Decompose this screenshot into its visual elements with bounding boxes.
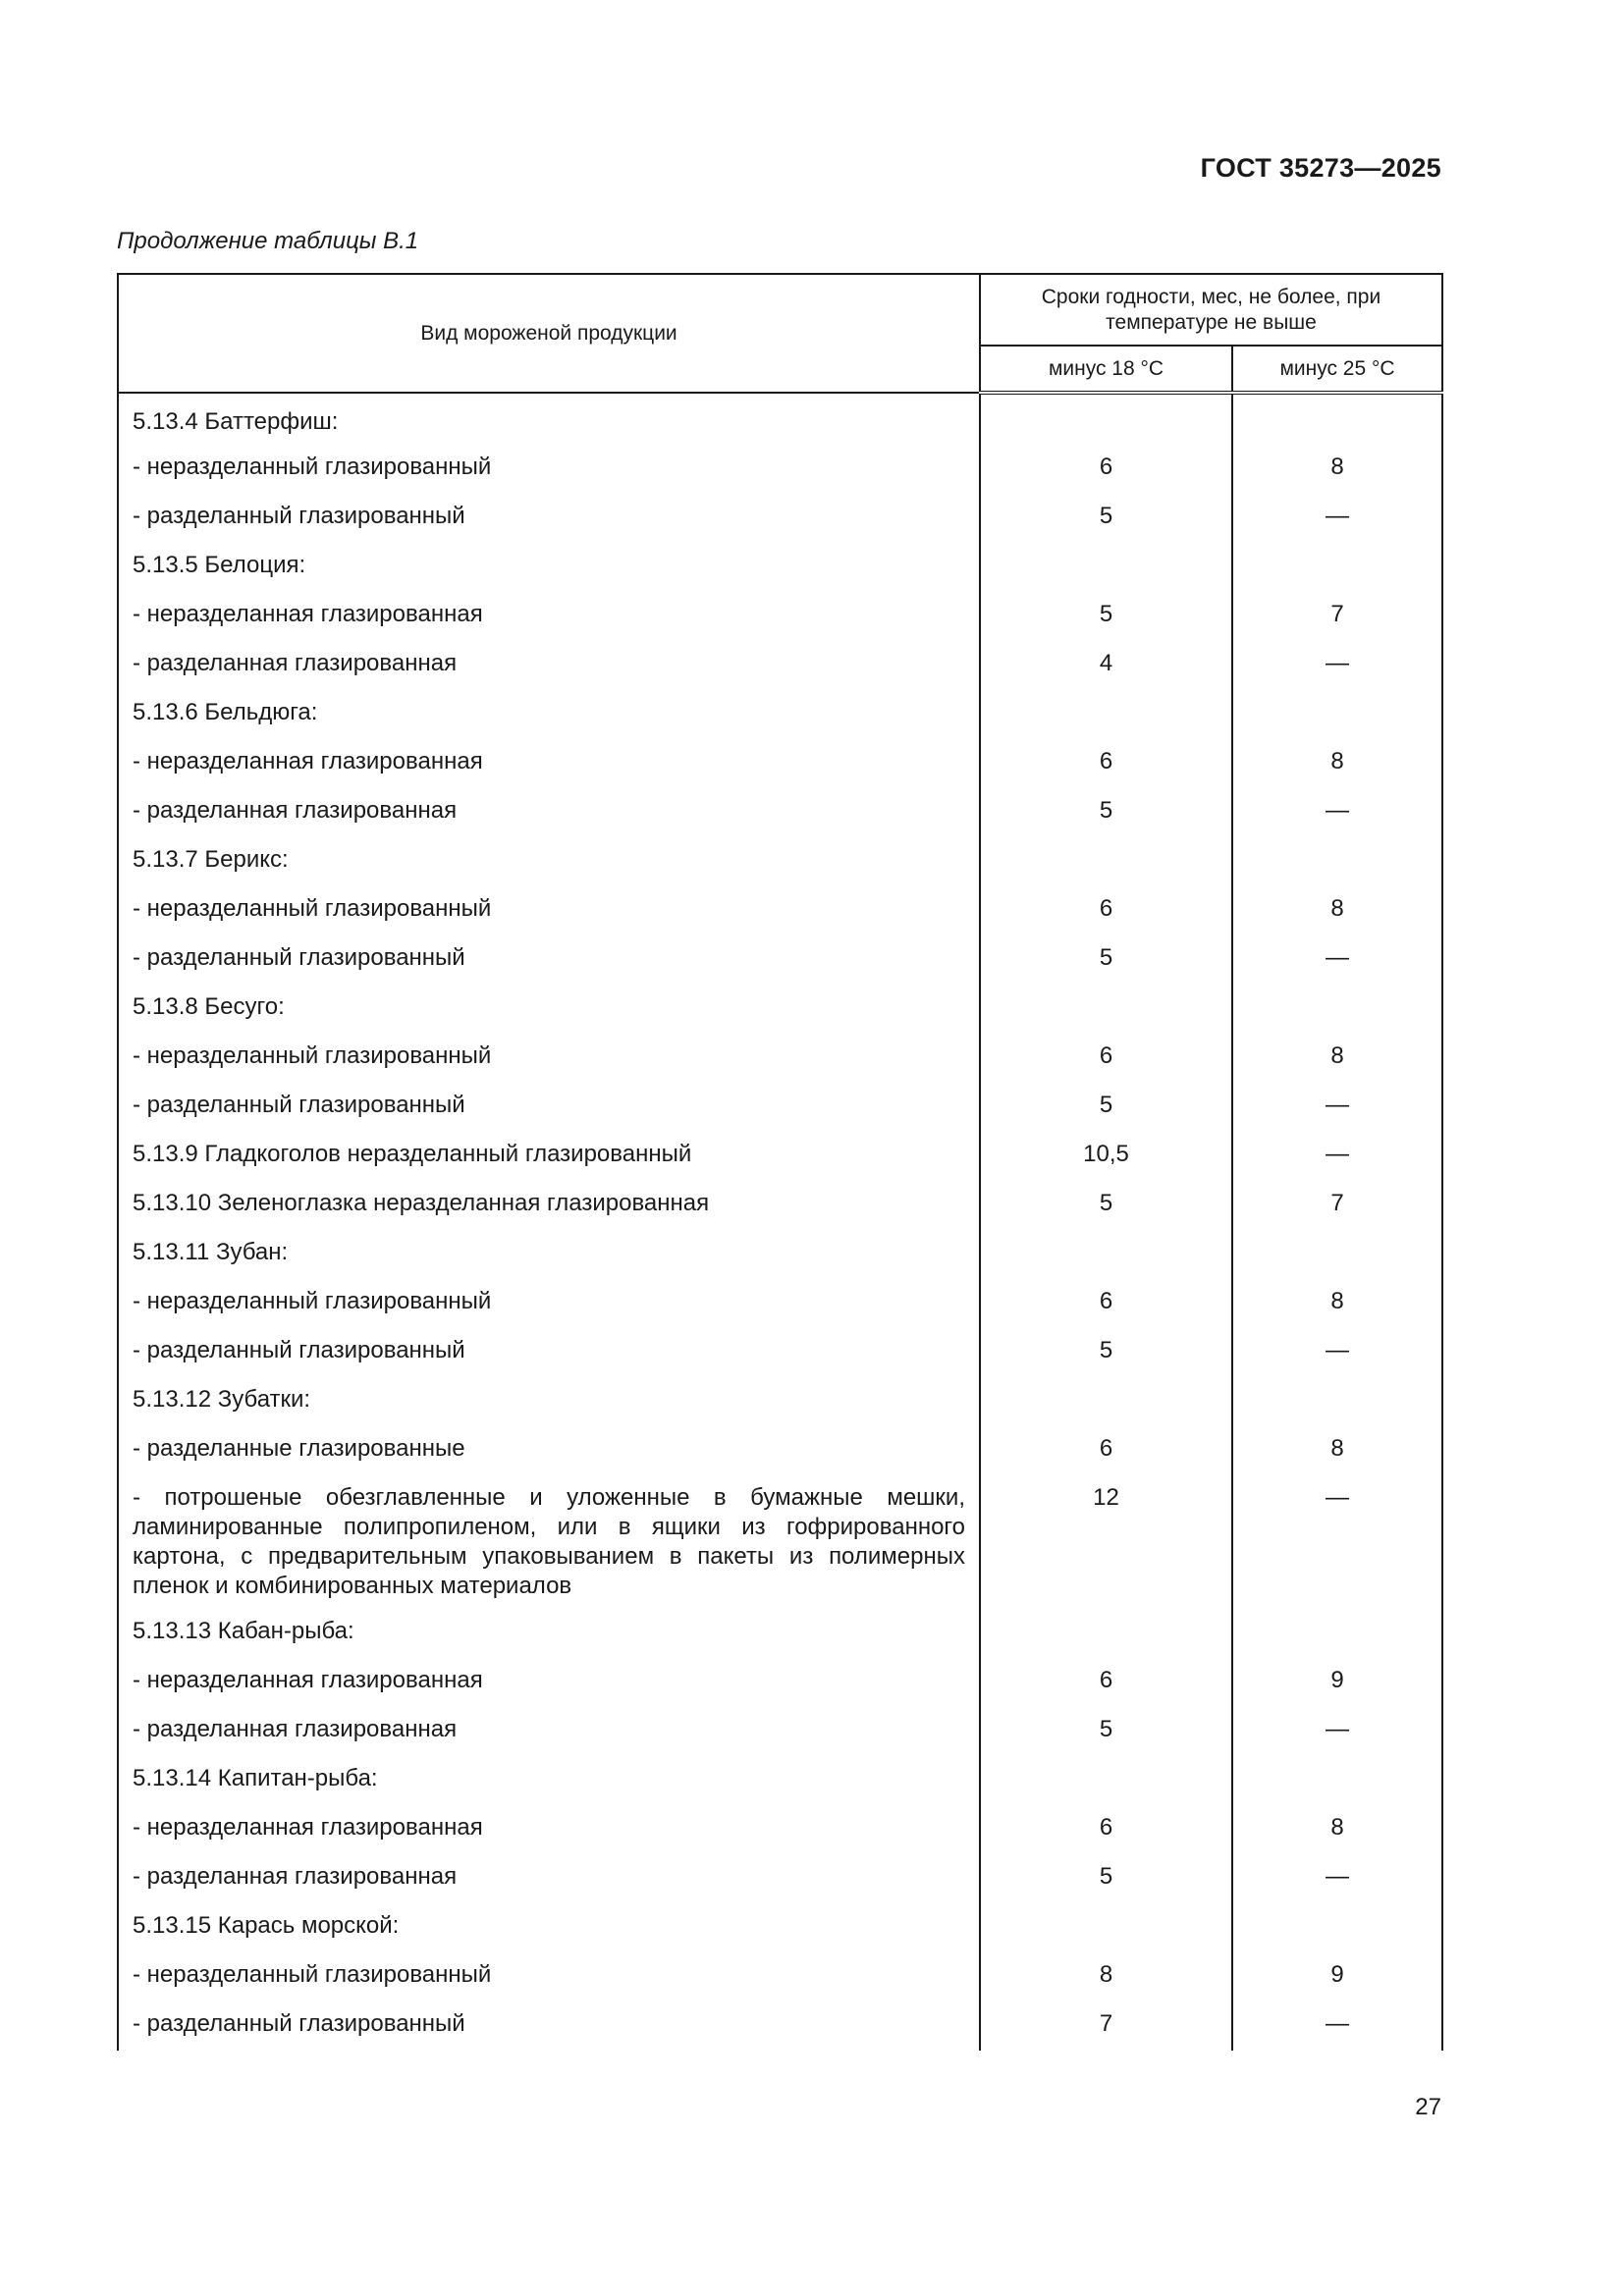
cell-minus-18 xyxy=(980,543,1232,592)
table-row xyxy=(118,543,1442,592)
table-row xyxy=(118,1658,1442,1707)
cell-product-name: - неразделанная глазированная xyxy=(118,1805,980,1854)
table-row xyxy=(118,592,1442,641)
cell-minus-18: 6 xyxy=(980,1658,1232,1707)
cell-product-name: 5.13.15 Карась морской: xyxy=(118,1903,980,1952)
cell-product-name: - неразделанный глазированный xyxy=(118,1034,980,1083)
table-row xyxy=(118,690,1442,739)
cell-product-name: 5.13.5 Белоция: xyxy=(118,543,980,592)
cell-product-name: 5.13.10 Зеленоглазка неразделанная глазированная xyxy=(118,1181,980,1230)
cell-product-name: - неразделанная глазированная xyxy=(118,1658,980,1707)
cell-product-name: - разделанные глазированные xyxy=(118,1426,980,1475)
cell-minus-25: — xyxy=(1232,1083,1442,1132)
column-header-shelf-life: Сроки годности, мес, не более, при температуре не выше xyxy=(980,274,1442,346)
cell-minus-18: 6 xyxy=(980,886,1232,935)
cell-product-name: 5.13.11 Зубан: xyxy=(118,1230,980,1279)
cell-minus-25: — xyxy=(1232,935,1442,985)
cell-minus-25: — xyxy=(1232,1854,1442,1903)
table-row xyxy=(118,739,1442,788)
shelf-life-table xyxy=(117,273,1443,2051)
cell-minus-25 xyxy=(1232,690,1442,739)
table-row xyxy=(118,886,1442,935)
table-row xyxy=(118,1377,1442,1426)
table-body xyxy=(118,393,1442,2051)
table-row xyxy=(118,1426,1442,1475)
cell-minus-25: 8 xyxy=(1232,1034,1442,1083)
cell-minus-18 xyxy=(980,393,1232,445)
table-row xyxy=(118,393,1442,445)
cell-minus-25 xyxy=(1232,837,1442,886)
cell-product-name: - разделанная глазированная xyxy=(118,1854,980,1903)
cell-minus-18 xyxy=(980,690,1232,739)
table-row xyxy=(118,1609,1442,1658)
cell-minus-18: 5 xyxy=(980,935,1232,985)
cell-minus-25 xyxy=(1232,1756,1442,1805)
cell-minus-25: — xyxy=(1232,1475,1442,1609)
cell-product-name: - потрошеные обезглавленные и уложенные в бумажные мешки, ламинированные полипропиленом, или в ящики из гофрированного картона, с предварительным упаковыванием в пакеты из полимерных пленок и комбинированных материалов xyxy=(118,1475,980,1609)
cell-product-name: - неразделанный глазированный xyxy=(118,1279,980,1328)
cell-product-name: - разделанный глазированный xyxy=(118,1328,980,1377)
table-row xyxy=(118,788,1442,837)
cell-minus-18: 5 xyxy=(980,1707,1232,1756)
cell-minus-18 xyxy=(980,837,1232,886)
cell-minus-25: — xyxy=(1232,1328,1442,1377)
cell-minus-25: 8 xyxy=(1232,1279,1442,1328)
cell-product-name: 5.13.13 Кабан-рыба: xyxy=(118,1609,980,1658)
cell-minus-25: 7 xyxy=(1232,1181,1442,1230)
cell-minus-18: 5 xyxy=(980,1181,1232,1230)
table-row xyxy=(118,2002,1442,2051)
cell-minus-18: 5 xyxy=(980,1854,1232,1903)
cell-minus-25: 8 xyxy=(1232,739,1442,788)
cell-minus-25: 8 xyxy=(1232,1805,1442,1854)
table-row xyxy=(118,837,1442,886)
cell-minus-25 xyxy=(1232,985,1442,1034)
cell-product-name: - разделанный глазированный xyxy=(118,1083,980,1132)
cell-minus-25: — xyxy=(1232,641,1442,690)
table-row xyxy=(118,1903,1442,1952)
cell-minus-25: 9 xyxy=(1232,1952,1442,2002)
cell-minus-25: — xyxy=(1232,1132,1442,1181)
cell-minus-18: 4 xyxy=(980,641,1232,690)
table-row xyxy=(118,1132,1442,1181)
table-row xyxy=(118,1230,1442,1279)
cell-product-name: 5.13.4 Баттерфиш: xyxy=(118,393,980,445)
cell-minus-18 xyxy=(980,1230,1232,1279)
column-header-minus-18: минус 18 °С xyxy=(980,346,1232,393)
cell-minus-18: 5 xyxy=(980,788,1232,837)
cell-product-name: - разделанная глазированная xyxy=(118,788,980,837)
cell-minus-18: 6 xyxy=(980,1279,1232,1328)
table-row xyxy=(118,1805,1442,1854)
column-header-minus-25: минус 25 °С xyxy=(1232,346,1442,393)
cell-product-name: - неразделанная глазированная xyxy=(118,739,980,788)
cell-minus-18: 12 xyxy=(980,1475,1232,1609)
cell-minus-18 xyxy=(980,1756,1232,1805)
cell-minus-18: 6 xyxy=(980,1034,1232,1083)
table-row xyxy=(118,1756,1442,1805)
table-row xyxy=(118,1707,1442,1756)
table-row xyxy=(118,494,1442,543)
cell-product-name: 5.13.12 Зубатки: xyxy=(118,1377,980,1426)
table-row xyxy=(118,1279,1442,1328)
column-header-product: Вид мороженой продукции xyxy=(118,274,980,393)
cell-product-name: 5.13.8 Бесуго: xyxy=(118,985,980,1034)
cell-product-name: - разделанная глазированная xyxy=(118,641,980,690)
table-caption: Продолжение таблицы В.1 xyxy=(117,228,419,254)
cell-minus-18: 5 xyxy=(980,1083,1232,1132)
cell-minus-25 xyxy=(1232,1903,1442,1952)
table-row xyxy=(118,935,1442,985)
table-row xyxy=(118,985,1442,1034)
cell-minus-25: 8 xyxy=(1232,1426,1442,1475)
cell-minus-18: 6 xyxy=(980,445,1232,494)
table-row xyxy=(118,1475,1442,1609)
table-row xyxy=(118,1854,1442,1903)
cell-minus-18 xyxy=(980,985,1232,1034)
table-row xyxy=(118,1181,1442,1230)
cell-product-name: 5.13.14 Капитан-рыба: xyxy=(118,1756,980,1805)
cell-minus-25 xyxy=(1232,1377,1442,1426)
table-row xyxy=(118,1952,1442,2002)
cell-product-name: - разделанный глазированный xyxy=(118,2002,980,2051)
page-number: 27 xyxy=(1415,2094,1441,2120)
cell-minus-18: 6 xyxy=(980,739,1232,788)
cell-product-name: 5.13.6 Бельдюга: xyxy=(118,690,980,739)
cell-minus-18: 5 xyxy=(980,494,1232,543)
table-row xyxy=(118,445,1442,494)
table-row xyxy=(118,1034,1442,1083)
cell-minus-25: 8 xyxy=(1232,886,1442,935)
cell-product-name: 5.13.7 Берикс: xyxy=(118,837,980,886)
cell-minus-18 xyxy=(980,1903,1232,1952)
cell-minus-18: 7 xyxy=(980,2002,1232,2051)
cell-product-name: - неразделанный глазированный xyxy=(118,886,980,935)
cell-minus-18: 8 xyxy=(980,1952,1232,2002)
cell-minus-18: 5 xyxy=(980,592,1232,641)
cell-minus-18 xyxy=(980,1609,1232,1658)
cell-product-name: - неразделанная глазированная xyxy=(118,592,980,641)
cell-product-name: - разделанный глазированный xyxy=(118,935,980,985)
cell-minus-18: 6 xyxy=(980,1805,1232,1854)
cell-minus-25 xyxy=(1232,1230,1442,1279)
document-code: ГОСТ 35273—2025 xyxy=(1200,153,1441,183)
cell-product-name: - неразделанный глазированный xyxy=(118,445,980,494)
table-row xyxy=(118,1083,1442,1132)
table-row xyxy=(118,1328,1442,1377)
cell-minus-25: — xyxy=(1232,494,1442,543)
cell-minus-25: 8 xyxy=(1232,445,1442,494)
cell-minus-25: 7 xyxy=(1232,592,1442,641)
cell-minus-25 xyxy=(1232,543,1442,592)
cell-minus-18: 5 xyxy=(980,1328,1232,1377)
cell-minus-25 xyxy=(1232,393,1442,445)
table-row xyxy=(118,641,1442,690)
cell-minus-18: 6 xyxy=(980,1426,1232,1475)
cell-minus-25 xyxy=(1232,1609,1442,1658)
cell-minus-25: 9 xyxy=(1232,1658,1442,1707)
cell-minus-18: 10,5 xyxy=(980,1132,1232,1181)
cell-minus-25: — xyxy=(1232,2002,1442,2051)
cell-minus-25: — xyxy=(1232,1707,1442,1756)
cell-product-name: 5.13.9 Гладкоголов неразделанный глазированный xyxy=(118,1132,980,1181)
cell-product-name: - разделанный глазированный xyxy=(118,494,980,543)
cell-product-name: - неразделанный глазированный xyxy=(118,1952,980,2002)
cell-minus-25: — xyxy=(1232,788,1442,837)
cell-product-name: - разделанная глазированная xyxy=(118,1707,980,1756)
cell-minus-18 xyxy=(980,1377,1232,1426)
